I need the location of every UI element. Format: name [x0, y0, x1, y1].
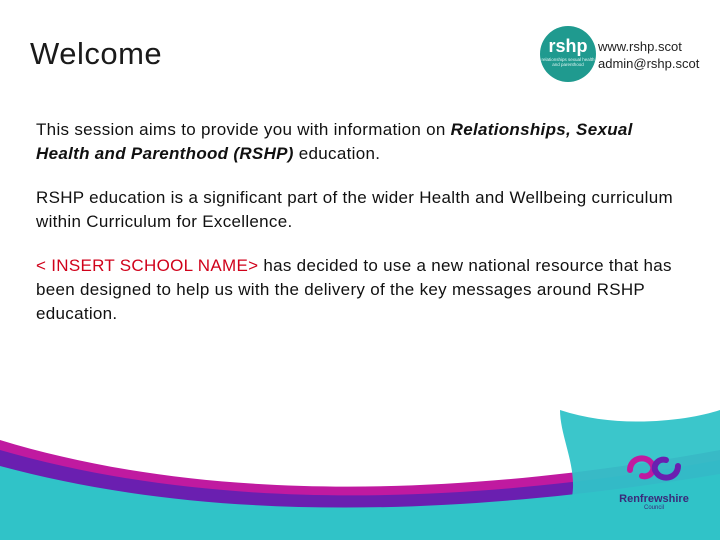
- renfrewshire-emblem-icon: [624, 452, 684, 486]
- paragraph-curriculum: RSHP education is a significant part of the wider Health and Wellbeing curriculum within Curriculum for Excellence.: [36, 188, 673, 231]
- renfrewshire-logo: [612, 452, 696, 511]
- contact-info: [598, 38, 699, 72]
- rshp-logo-text: rshp: [548, 36, 588, 56]
- email-link[interactable]: admin@rshp.scot: [598, 56, 700, 71]
- paragraph-intro-lead: This session aims to provide you with information on: [36, 120, 451, 139]
- paragraph-intro: [36, 118, 686, 166]
- slide-title: Welcome: [30, 36, 163, 71]
- school-name-placeholder: < INSERT SCHOOL NAME>: [36, 256, 259, 275]
- rshp-logo-circle: [540, 26, 596, 82]
- council-name: Renfrewshire: [619, 493, 689, 505]
- paragraph-intro-emphasis: Relationships, Sexual Health and Parenthood (RSHP): [36, 120, 633, 163]
- body-content: [36, 118, 686, 346]
- rshp-logo-tagline: relationships sexual health and parenthood: [541, 57, 595, 67]
- paragraph-school: [36, 254, 686, 326]
- paragraph-school-tail: has decided to use a new national resource that has been designed to help us with the delivery of the key messages around RSHP education.: [36, 256, 672, 323]
- website-link[interactable]: www.rshp.scot: [598, 39, 682, 54]
- council-sub: Council: [643, 505, 664, 511]
- rshp-logo: [540, 26, 710, 88]
- paragraph-intro-tail: education.: [293, 144, 381, 163]
